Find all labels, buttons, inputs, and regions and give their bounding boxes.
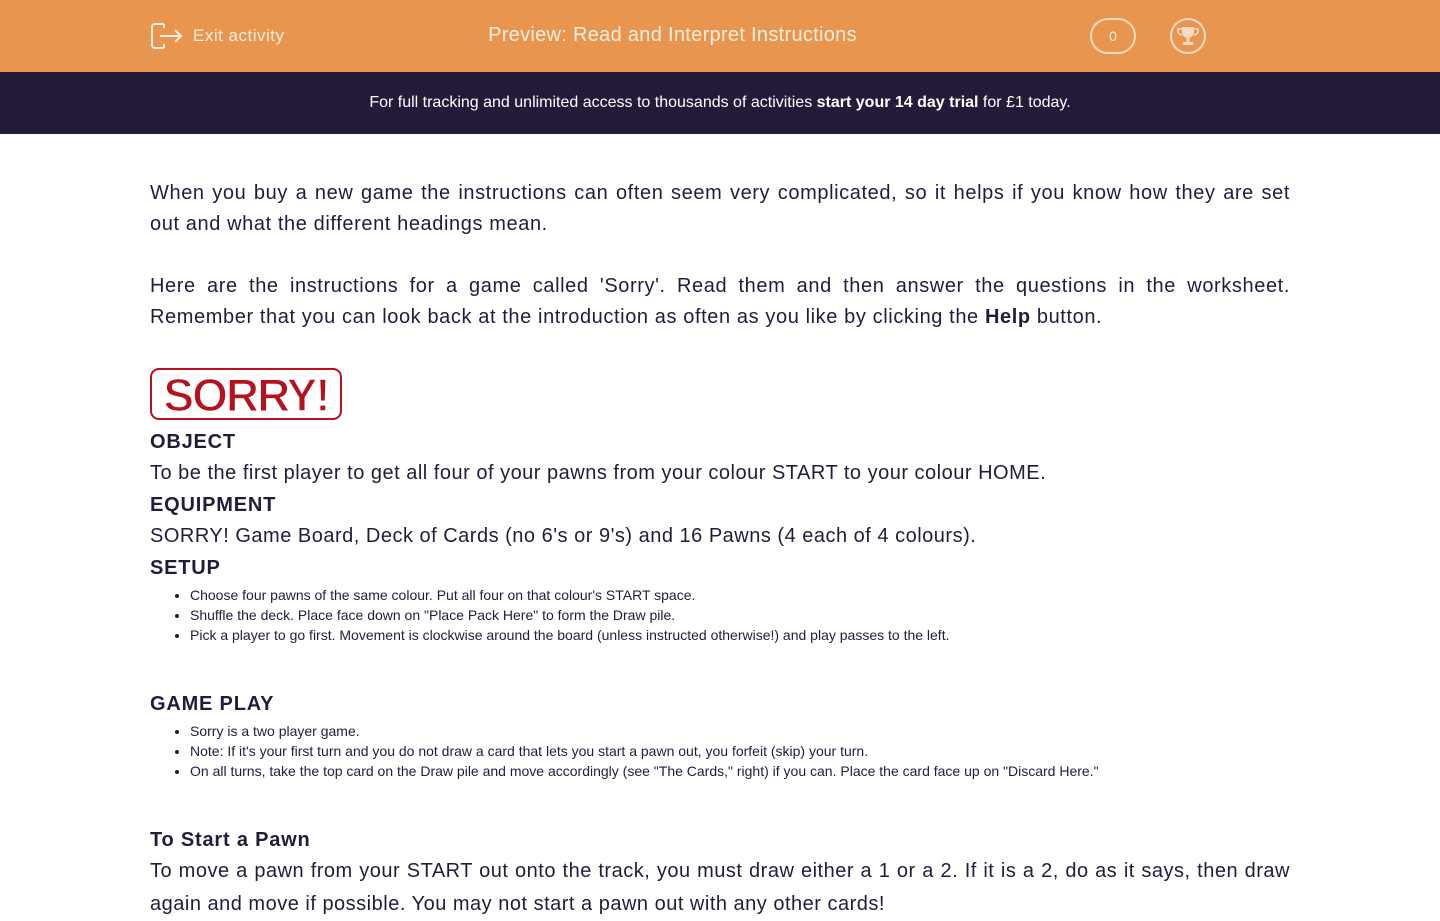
exit-label: Exit activity — [193, 26, 285, 45]
trophy-icon — [1177, 25, 1199, 47]
object-text: To be the first player to get all four of your pawns from your colour START to your colour HOME. — [150, 462, 1047, 484]
trial-link[interactable]: start your 14 day trial — [816, 94, 979, 111]
list-item: • Sorry is a two player game. — [190, 721, 1290, 741]
setup-list — [190, 585, 1290, 645]
list-item: • On all turns, take the top card on the Draw pile and move accordingly (see "The Cards," right) if you can. Place the card face up on "Discard Here." — [190, 761, 1290, 781]
start-pawn-text: To move a pawn from your START out onto the track, you must draw either a 1 or a 2. If it is a 2, do as it says, then draw again and move if possible. You may not start a pawn out with any other cards! — [150, 860, 1290, 915]
page-title: Preview: Read and Interpret Instructions — [488, 24, 857, 46]
list-item: • Choose four pawns of the same colour. Put all four on that colour's START space. — [190, 585, 1290, 605]
heading-start-pawn: To Start a Pawn — [150, 829, 311, 851]
sorry-logo — [150, 366, 344, 422]
score-badge: 0 — [1090, 18, 1136, 54]
main-content — [0, 134, 1440, 921]
list-item: • Shuffle the deck. Place face down on "Place Pack Here" to form the Draw pile. — [190, 605, 1290, 625]
banner-text: For full tracking and unlimited access to thousands of activities — [369, 94, 817, 111]
trophy-button[interactable] — [1170, 18, 1206, 54]
heading-setup: SETUP — [150, 557, 221, 579]
top-bar — [0, 0, 1440, 72]
intro-paragraph-2: Here are the instructions for a game called 'Sorry'. Read them and then answer the questions in the worksheet. Remember that you can look back at the introduction as often as you like by clicking the Help button. — [150, 275, 1290, 328]
list-item: • Pick a player to go first. Movement is clockwise around the board (unless instructed otherwise!) and play passes to the left. — [190, 625, 1290, 645]
heading-game-play: GAME PLAY — [150, 693, 275, 715]
equipment-text: SORRY! Game Board, Deck of Cards (no 6's or 9's) and 16 Pawns (4 each of 4 colours). — [150, 525, 977, 547]
heading-object: OBJECT — [150, 431, 236, 453]
help-reference: Help — [984, 306, 1031, 328]
list-item: • Note: If it's your first turn and you do not draw a card that lets you start a pawn out, you forfeit (skip) your turn. — [190, 741, 1290, 761]
intro-paragraph-1: When you buy a new game the instructions can often seem very complicated, so it helps if you know how they are set out and what the different headings mean. — [150, 182, 1290, 235]
svg-text:SORRY!: SORRY! — [163, 369, 329, 421]
game-play-list — [190, 721, 1290, 781]
banner-text-end: for £1 today. — [978, 94, 1071, 111]
trial-banner[interactable] — [0, 72, 1440, 134]
heading-equipment: EQUIPMENT — [150, 494, 277, 516]
